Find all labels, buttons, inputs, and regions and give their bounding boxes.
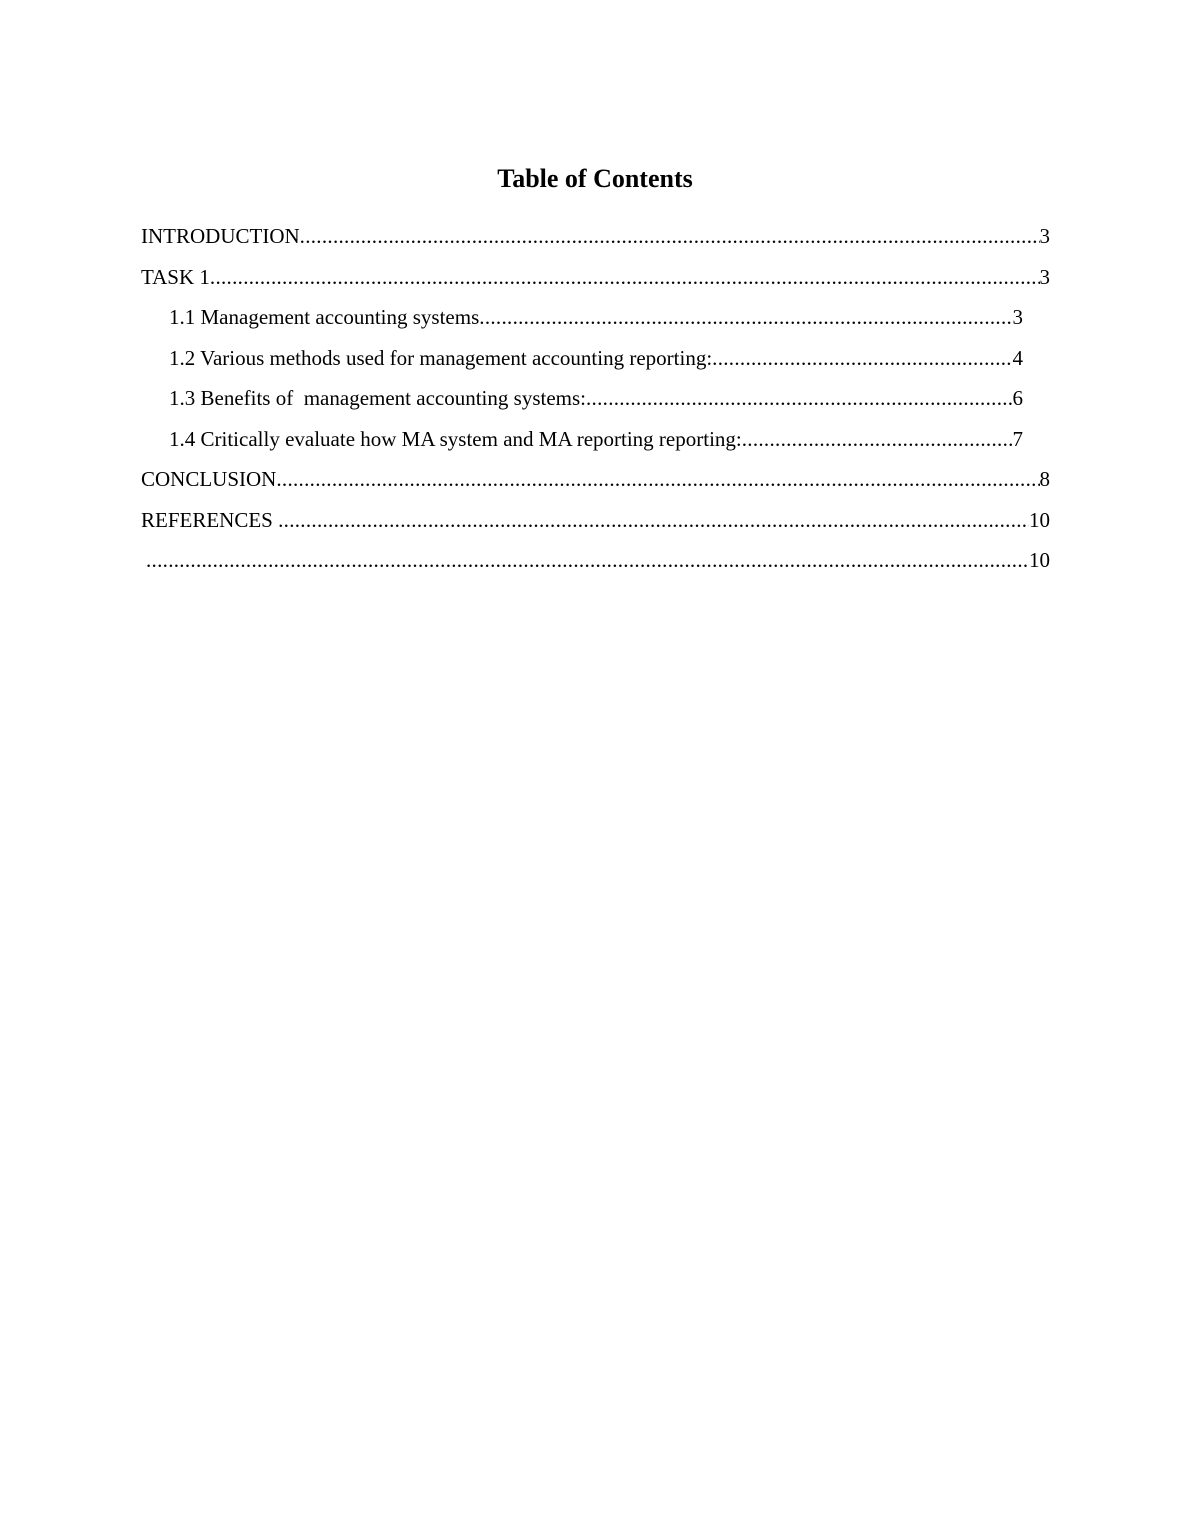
- toc-entry-page: 7: [1012, 426, 1023, 451]
- toc-dot-leader: [146, 543, 1029, 577]
- toc-entry-label: INTRODUCTION: [141, 224, 300, 248]
- toc-entry-1-2[interactable]: [0, 341, 1190, 382]
- toc-entry-introduction[interactable]: [0, 219, 1190, 260]
- toc-entry-label: 1.4 Critically evaluate how MA system and MA reporting reporting:: [169, 426, 742, 451]
- toc-entry-page: 10: [1029, 548, 1050, 572]
- toc-entry-untitled[interactable]: [0, 543, 1190, 584]
- toc-dot-leader: [300, 219, 1040, 253]
- toc-list: [0, 219, 1190, 584]
- toc-entry-page: 3: [1012, 305, 1023, 329]
- toc-entry-page: 4: [1012, 345, 1023, 370]
- toc-entry-label: 1.1 Management accounting systems: [169, 305, 480, 329]
- toc-entry-1-4[interactable]: [0, 422, 1190, 463]
- toc-entry-label: CONCLUSION: [141, 467, 277, 491]
- toc-entry-page: 10: [1029, 507, 1050, 532]
- toc-dot-leader: [276, 462, 1039, 496]
- toc-entry-page: 6: [1012, 386, 1023, 410]
- toc-entry-page: 3: [1039, 224, 1050, 248]
- toc-entry-label: REFERENCES: [141, 507, 279, 532]
- toc-entry-label: 1.2 Various methods used for management accounting reporting:: [169, 345, 713, 370]
- toc-dot-leader: [278, 503, 1029, 537]
- toc-entry-page: 8: [1039, 467, 1050, 491]
- toc-dot-leader: [210, 260, 1040, 294]
- toc-title: Table of Contents: [497, 164, 693, 193]
- toc-entry-references[interactable]: [0, 503, 1190, 544]
- toc-dot-leader: [712, 341, 1012, 375]
- toc-entry-task-1[interactable]: [0, 260, 1190, 301]
- toc-dot-leader: [586, 381, 1013, 415]
- toc-dot-leader: [479, 300, 1012, 334]
- toc-entry-1-1[interactable]: [0, 300, 1190, 341]
- toc-entry-conclusion[interactable]: [0, 462, 1190, 503]
- toc-dot-leader: [742, 422, 1013, 456]
- toc-entry-page: 3: [1039, 264, 1050, 289]
- toc-entry-label: 1.3 Benefits of management accounting systems:: [169, 386, 586, 410]
- toc-entry-label: TASK 1: [141, 264, 210, 289]
- toc-entry-1-3[interactable]: [0, 381, 1190, 422]
